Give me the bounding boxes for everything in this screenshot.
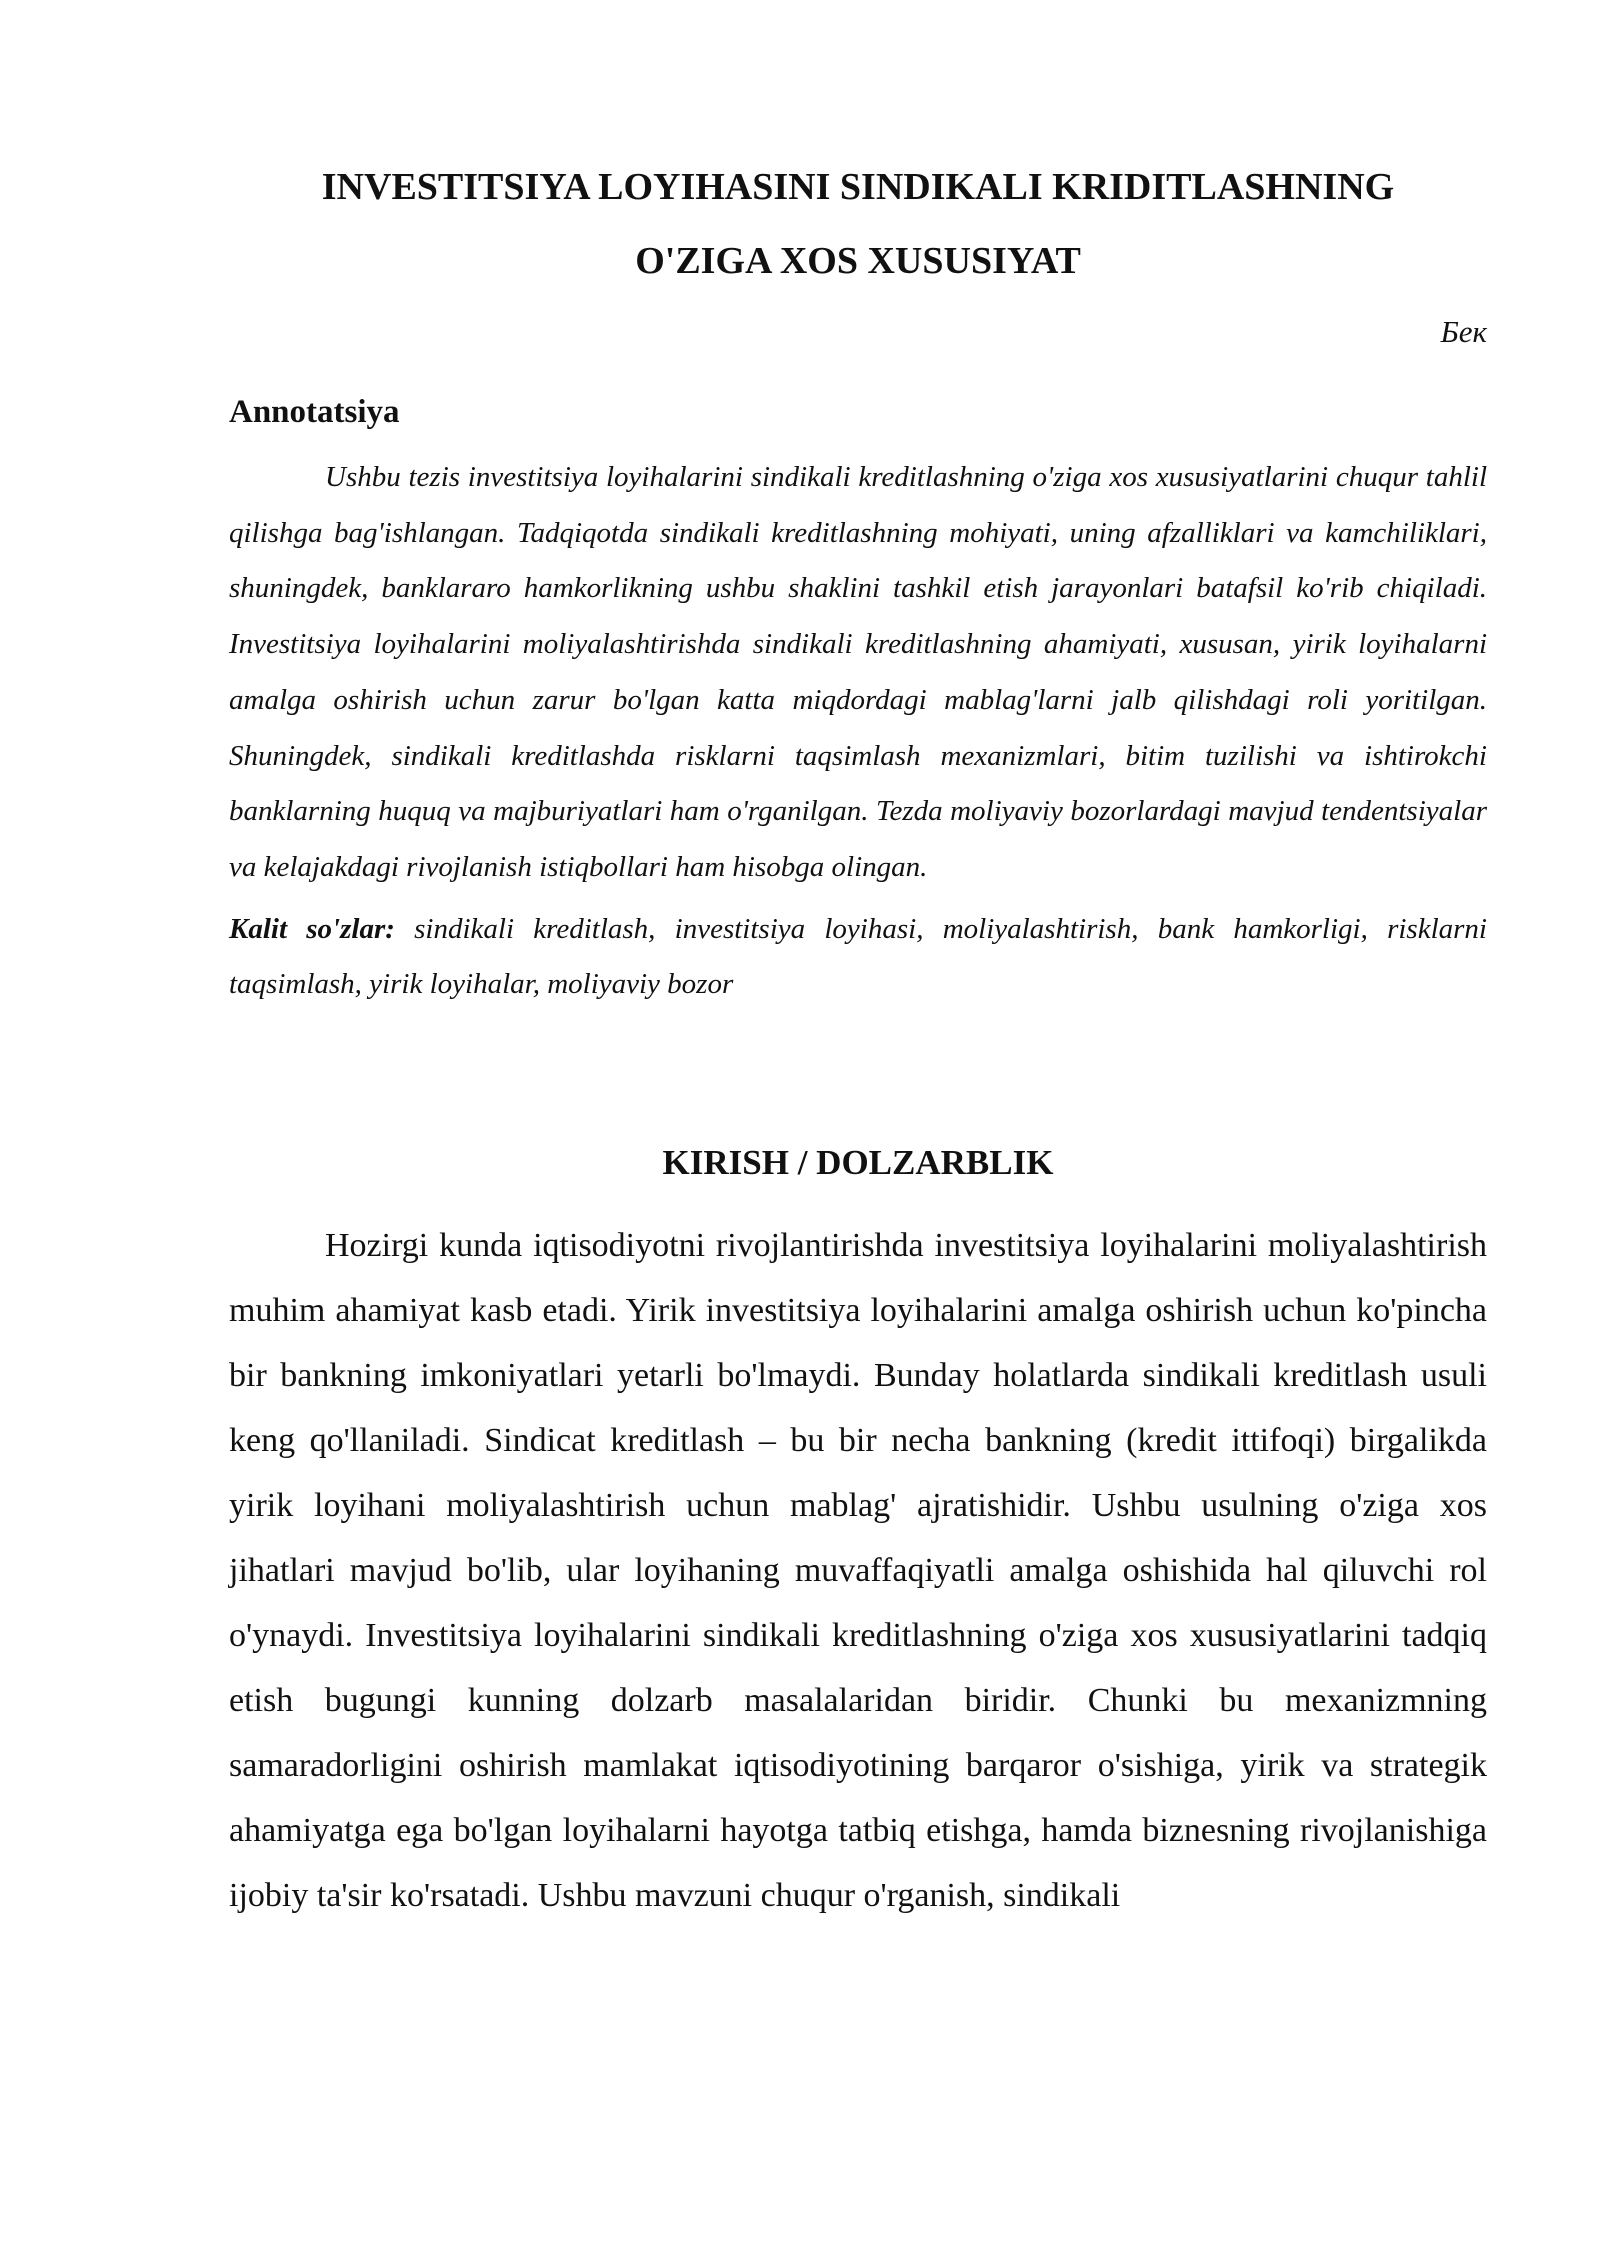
author-name: Бек	[1440, 314, 1487, 349]
intro-heading: KIRISH / DOLZARBLIK	[662, 1143, 1054, 1183]
keywords-paragraph	[229, 902, 1487, 1013]
keywords-text: sindikali kreditlash, investitsiya loyihasi, moliyalashtirish, bank hamkorligi, risklarni taqsimlash, yirik loyihalar, moliyaviy bozor	[229, 912, 1487, 1001]
annotation-heading: Annotatsiya	[229, 394, 400, 430]
title-line-2: O'ZIGA XOS XUSUSIYAT	[635, 240, 1081, 282]
intro-text: Hozirgi kunda iqtisodiyotni rivojlantirishda investitsiya loyihalarini moliyalashtirish muhim ahamiyat kasb etadi. Yirik investitsiya loyihalarini amalga oshirish uchun ko'pincha bir bankning imkoniyatlari yetarli bo'lmaydi. Bunday holatlarda sindikali kreditlash usuli keng qo'llaniladi. Sindicat kreditlash – bu bir necha bankning (kredit ittifoqi) birgalikda yirik loyihani moliyalashtirish uchun mablag' ajratishidir. Ushbu usulning o'ziga xos jihatlari mavjud bo'lib, ular loyihaning muvaffaqiyatli amalga oshishida hal qiluvchi rol o'ynaydi. Investitsiya loyihalarini sindikali kreditlashning o'ziga xos xususiyatlarini tadqiq etish bugungi kunning dolzarb masalalaridan biridir. Chunki bu mexanizmning samaradorligini oshirish mamlakat iqtisodiyotining barqaror o'sishiga, yirik va strategik ahamiyatga ega bo'lgan loyihalarni hayotga tatbiq etishga, hamda biznesning rivojlanishiga ijobiy ta'sir ko'rsatadi. Ushbu mavzuni chuqur o'rganish, sindikali	[229, 1227, 1487, 1915]
document-title	[229, 150, 1487, 298]
keywords-label: Kalit so'zlar:	[229, 912, 395, 945]
title-line-1: INVESTITSIYA LOYIHASINI SINDIKALI KRIDITLASHNING	[321, 166, 1395, 208]
document-page	[229, 150, 1487, 1928]
annotation-text: Ushbu tezis investitsiya loyihalarini sindikali kreditlashning o'ziga xos xususiyatlarini chuqur tahlil qilishga bag'ishlangan. Tadqiqotda sindikali kreditlashning mohiyati, uning afzalliklari va kamchiliklari, shuningdek, banklararo hamkorlikning ushbu shaklini tashkil etish jarayonlari batafsil ko'rib chiqiladi. Investitsiya loyihalarini moliyalashtirishda sindikali kreditlashning ahamiyati, xususan, yirik loyihalarni amalga oshirish uchun zarur bo'lgan katta miqdordagi mablag'larni jalb qilishdagi roli yoritilgan. Shuningdek, sindikali kreditlashda risklarni taqsimlash mexanizmlari, bitim tuzilishi va ishtirokchi banklarning huquq va majburiyatlari ham o'rganilgan. Tezda moliyaviy bozorlardagi mavjud tendentsiyalar va kelajakdagi rivojlanish istiqbollari ham hisobga olingan.	[229, 461, 1487, 883]
